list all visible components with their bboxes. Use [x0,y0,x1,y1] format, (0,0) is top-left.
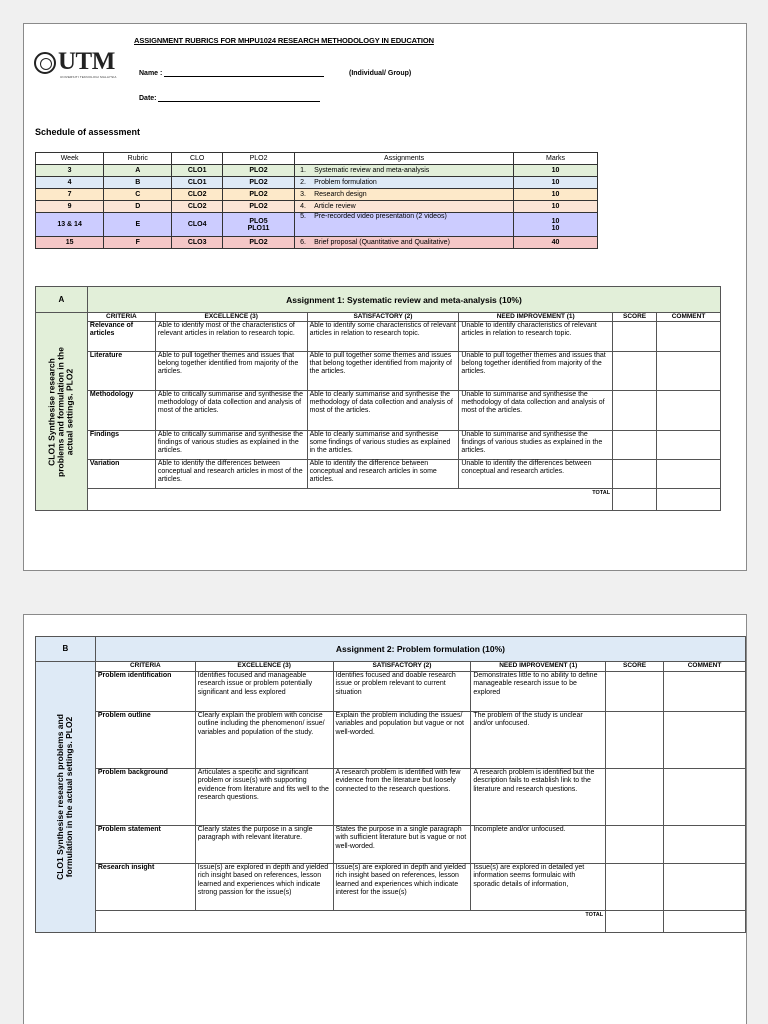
satisfactory-cell: Able to clearly summarise and synthesise some findings of various studies as explained in the articles. [307,431,459,460]
name-label: Name : [139,70,163,77]
rubric-a-column-headers [36,313,721,322]
score-cell[interactable] [606,671,664,711]
schedule-table [35,152,598,249]
assignment-number: 5. [300,213,306,220]
excellence-cell: Clearly explain the problem with concise outline including the phenomenon/ issue/ variables and population of the study. [195,711,333,768]
comment-cell[interactable] [664,768,746,825]
date-field[interactable] [139,94,320,102]
schedule-row [36,201,598,213]
score-cell[interactable] [606,711,664,768]
rubric-cell: E [104,213,172,237]
clo-line: actual settings. PLO2 [64,368,75,455]
total-label: TOTAL [87,489,612,511]
total-row [36,489,721,511]
column-header: CRITERIA [87,313,155,322]
satisfactory-cell: States the purpose in a single paragraph with sufficient literature but is vague or not well-worded. [333,825,471,863]
excellence-cell: Issue(s) are explored in depth and yielded rich insight based on references, lesson learned and experiences which indicate strong passion for the issue(s) [195,863,333,910]
column-header: CLO [172,153,223,165]
assignment-name: Systematic review and meta-analysis [314,167,430,174]
schedule-row [36,237,598,249]
name-line[interactable] [164,69,324,77]
total-label: TOTAL [95,910,605,932]
excellence-cell: Identifies focused and manageable research issue or problem potentially significant and less explored [195,671,333,711]
comment-cell[interactable] [657,322,721,352]
satisfactory-cell: Able to clearly summarise and synthesise the methodology of data collection and analysis of most of the articles. [307,391,459,431]
table-row [36,460,721,489]
assignment-name: Brief proposal (Quantitative and Qualitative) [314,239,450,246]
document-page-2 [23,614,747,1024]
table-row [36,671,746,711]
assignment-number: 1. [300,167,306,174]
comment-cell[interactable] [657,352,721,391]
marks-cell: 40 [514,237,598,249]
column-header: NEED IMPROVEMENT (1) [471,662,606,672]
column-header: EXCELLENCE (3) [155,313,307,322]
clo-cell: CLO3 [172,237,223,249]
marks-cell: 10 [514,189,598,201]
logo-subtext: UNIVERSITI TEKNOLOGI MALAYSIA [60,75,117,79]
criteria-cell: Findings [87,431,155,460]
column-header: NEED IMPROVEMENT (1) [459,313,613,322]
plo-value: PLO5 [249,217,268,225]
rubric-letter: A [36,287,88,313]
plo-cell: PLO2 [222,165,294,177]
comment-cell[interactable] [657,460,721,489]
document-page-1 [23,23,747,571]
schedule-row [36,177,598,189]
plo-value-secondary: PLO11 [247,224,270,232]
column-header: SATISFACTORY (2) [307,313,459,322]
rubric-letter: B [36,637,96,662]
need-improvement-cell: Unable to identify the differences between conceptual and research articles. [459,460,613,489]
excellence-cell: Clearly states the purpose in a single paragraph with relevant literature. [195,825,333,863]
column-header: SCORE [613,313,657,322]
criteria-cell: Literature [87,352,155,391]
score-cell[interactable] [606,825,664,863]
marks-cell [514,213,598,237]
individual-group-label: (Individual/ Group) [349,70,412,77]
excellence-cell: Able to identify most of the characteristics of relevant articles in relation to research topic. [155,322,307,352]
excellence-cell: Able to pull together themes and issues that belong together identified from majority of the articles. [155,352,307,391]
clo-line: CLO1 Synthesise research problems and [55,713,66,880]
rubric-a-table [35,286,721,511]
comment-cell[interactable] [664,863,746,910]
week-cell: 9 [36,201,104,213]
table-row [36,322,721,352]
clo-line: problems and formulation in the [55,346,66,477]
plo-cell: PLO2 [222,177,294,189]
column-header: Rubric [104,153,172,165]
marks-value-secondary: 10 [551,224,560,232]
comment-cell[interactable] [664,825,746,863]
need-improvement-cell: Demonstrates little to no ability to define manageable research issue to be explored [471,671,606,711]
comment-cell[interactable] [657,391,721,431]
criteria-cell: Relevance of articles [87,322,155,352]
week-cell: 15 [36,237,104,249]
need-improvement-cell: A research problem is identified but the description fails to establish link to the literature and research questions. [471,768,606,825]
column-header: Assignments [295,153,514,165]
score-cell[interactable] [613,391,657,431]
schedule-row [36,189,598,201]
plo-cell: PLO2 [222,237,294,249]
satisfactory-cell: Identifies focused and doable research issue or problem relevant to current situation [333,671,471,711]
assignment-name: Problem formulation [314,179,377,186]
marks-cell: 10 [514,165,598,177]
assignment-number: 2. [300,179,306,186]
clo-cell: CLO2 [172,201,223,213]
clo-cell: CLO4 [172,213,223,237]
assignment-name: Article review [314,203,356,210]
comment-cell[interactable] [657,431,721,460]
utm-logo [34,48,117,79]
column-header: PLO2 [222,153,294,165]
utm-seal-icon [34,52,56,74]
rubric-cell: D [104,201,172,213]
table-row [36,863,746,910]
logo-text: UTM [58,48,115,75]
excellence-cell: Articulates a specific and significant problem or issue(s) with supporting evidence from literature and fits well to the research questions. [195,768,333,825]
rubric-b-title: Assignment 2: Problem formulation (10%) [95,637,745,662]
column-header: Marks [514,153,598,165]
satisfactory-cell: Explain the problem including the issues/ variables and population but vague or not well-worded. [333,711,471,768]
assignment-name: Research design [314,191,367,198]
schedule-header-row [36,153,598,165]
week-cell: 13 & 14 [36,213,104,237]
criteria-cell: Problem statement [95,825,195,863]
total-comment-cell[interactable] [664,910,746,932]
rubric-cell: C [104,189,172,201]
table-row [36,352,721,391]
column-header: COMMENT [657,313,721,322]
date-label: Date: [139,95,157,102]
total-row [36,910,746,932]
marks-cell: 10 [514,177,598,189]
document-title: ASSIGNMENT RUBRICS FOR MHPU1024 RESEARCH METHODOLOGY IN EDUCATION [134,36,434,45]
score-cell[interactable] [606,768,664,825]
clo-line: CLO1 Synthesise research [46,357,57,466]
rubric-cell: F [104,237,172,249]
criteria-cell: Problem identification [95,671,195,711]
satisfactory-cell: Able to pull together some themes and issues that belong together identified from majority of the articles. [307,352,459,391]
need-improvement-cell: The problem of the study is unclear and/or unfocused. [471,711,606,768]
score-cell[interactable] [613,460,657,489]
need-improvement-cell: Unable to pull together themes and issues that belong together identified from majority of the articles. [459,352,613,391]
need-improvement-cell: Unable to summarise and synthesise the findings of various studies as explained in the articles. [459,431,613,460]
name-field[interactable] [139,69,324,77]
rubric-a-clo-cell [36,313,88,511]
comment-cell[interactable] [664,711,746,768]
total-score-cell[interactable] [606,910,664,932]
rubric-b-table [35,636,746,933]
satisfactory-cell: Able to identify the difference between conceptual and research articles in some articles. [307,460,459,489]
rubric-b-clo-cell [36,662,96,933]
score-cell[interactable] [613,431,657,460]
clo-cell: CLO1 [172,165,223,177]
clo-line: formulation in the actual settings. PLO2 [64,716,75,878]
column-header: EXCELLENCE (3) [195,662,333,672]
week-cell: 7 [36,189,104,201]
rubric-a-header-row [36,287,721,313]
marks-value: 10 [551,217,560,225]
assignment-number: 3. [300,191,306,198]
excellence-cell: Able to identify the differences between conceptual and research articles in most of the articles. [155,460,307,489]
plo-cell: PLO2 [222,189,294,201]
assignment-name: Pre-recorded video presentation (2 videos) [314,213,447,220]
schedule-row [36,213,598,237]
rubric-b-column-headers [36,662,746,672]
week-cell: 3 [36,165,104,177]
assignment-number: 4. [300,203,306,210]
assignment-cell [295,177,514,189]
need-improvement-cell: Unable to summarise and synthesise the methodology of data collection and analysis of most of the articles. [459,391,613,431]
table-row [36,391,721,431]
total-comment-cell[interactable] [657,489,721,511]
score-cell[interactable] [613,322,657,352]
need-improvement-cell: Incomplete and/or unfocused. [471,825,606,863]
rubric-b-clo-text [56,714,74,880]
plo-cell [222,213,294,237]
schedule-row [36,165,598,177]
excellence-cell: Able to critically summarise and synthesise the methodology of data collection and analysis of most of the articles. [155,391,307,431]
clo-cell: CLO1 [172,177,223,189]
criteria-cell: Variation [87,460,155,489]
assignment-cell [295,189,514,201]
criteria-cell: Problem background [95,768,195,825]
assignment-number: 6. [300,239,306,246]
criteria-cell: Problem outline [95,711,195,768]
clo-cell: CLO2 [172,189,223,201]
date-line[interactable] [158,94,320,102]
schedule-heading: Schedule of assessment [35,127,141,137]
score-cell[interactable] [606,863,664,910]
column-header: SATISFACTORY (2) [333,662,471,672]
rubric-cell: B [104,177,172,189]
need-improvement-cell: Unable to identify characteristics of relevant articles in relation to research topic. [459,322,613,352]
plo-cell: PLO2 [222,201,294,213]
satisfactory-cell: A research problem is identified with few evidence from the literature but loosely connected to the research questions. [333,768,471,825]
rubric-a-title: Assignment 1: Systematic review and meta-analysis (10%) [87,287,720,313]
criteria-cell: Methodology [87,391,155,431]
week-cell: 4 [36,177,104,189]
table-row [36,825,746,863]
score-cell[interactable] [613,352,657,391]
table-row [36,431,721,460]
table-row [36,711,746,768]
assignment-cell [295,213,514,237]
comment-cell[interactable] [664,671,746,711]
column-header: COMMENT [664,662,746,672]
excellence-cell: Able to critically summarise and synthesise the findings of various studies as explained in the articles. [155,431,307,460]
assignment-cell [295,165,514,177]
rubric-a-clo-text [48,347,75,477]
criteria-cell: Research insight [95,863,195,910]
column-header: CRITERIA [95,662,195,672]
column-header: SCORE [606,662,664,672]
satisfactory-cell: Issue(s) are explored in depth and yielded rich insight based on references, lesson learned and experiences which indicate interest for the issue(s) [333,863,471,910]
marks-cell: 10 [514,201,598,213]
need-improvement-cell: Issue(s) are explored in detailed yet information seems formulaic with sporadic details of information, [471,863,606,910]
table-row [36,768,746,825]
column-header: Week [36,153,104,165]
rubric-b-header-row [36,637,746,662]
rubric-cell: A [104,165,172,177]
total-score-cell[interactable] [613,489,657,511]
satisfactory-cell: Able to identify some characteristics of relevant articles in relation to research topic. [307,322,459,352]
assignment-cell [295,201,514,213]
assignment-cell [295,237,514,249]
